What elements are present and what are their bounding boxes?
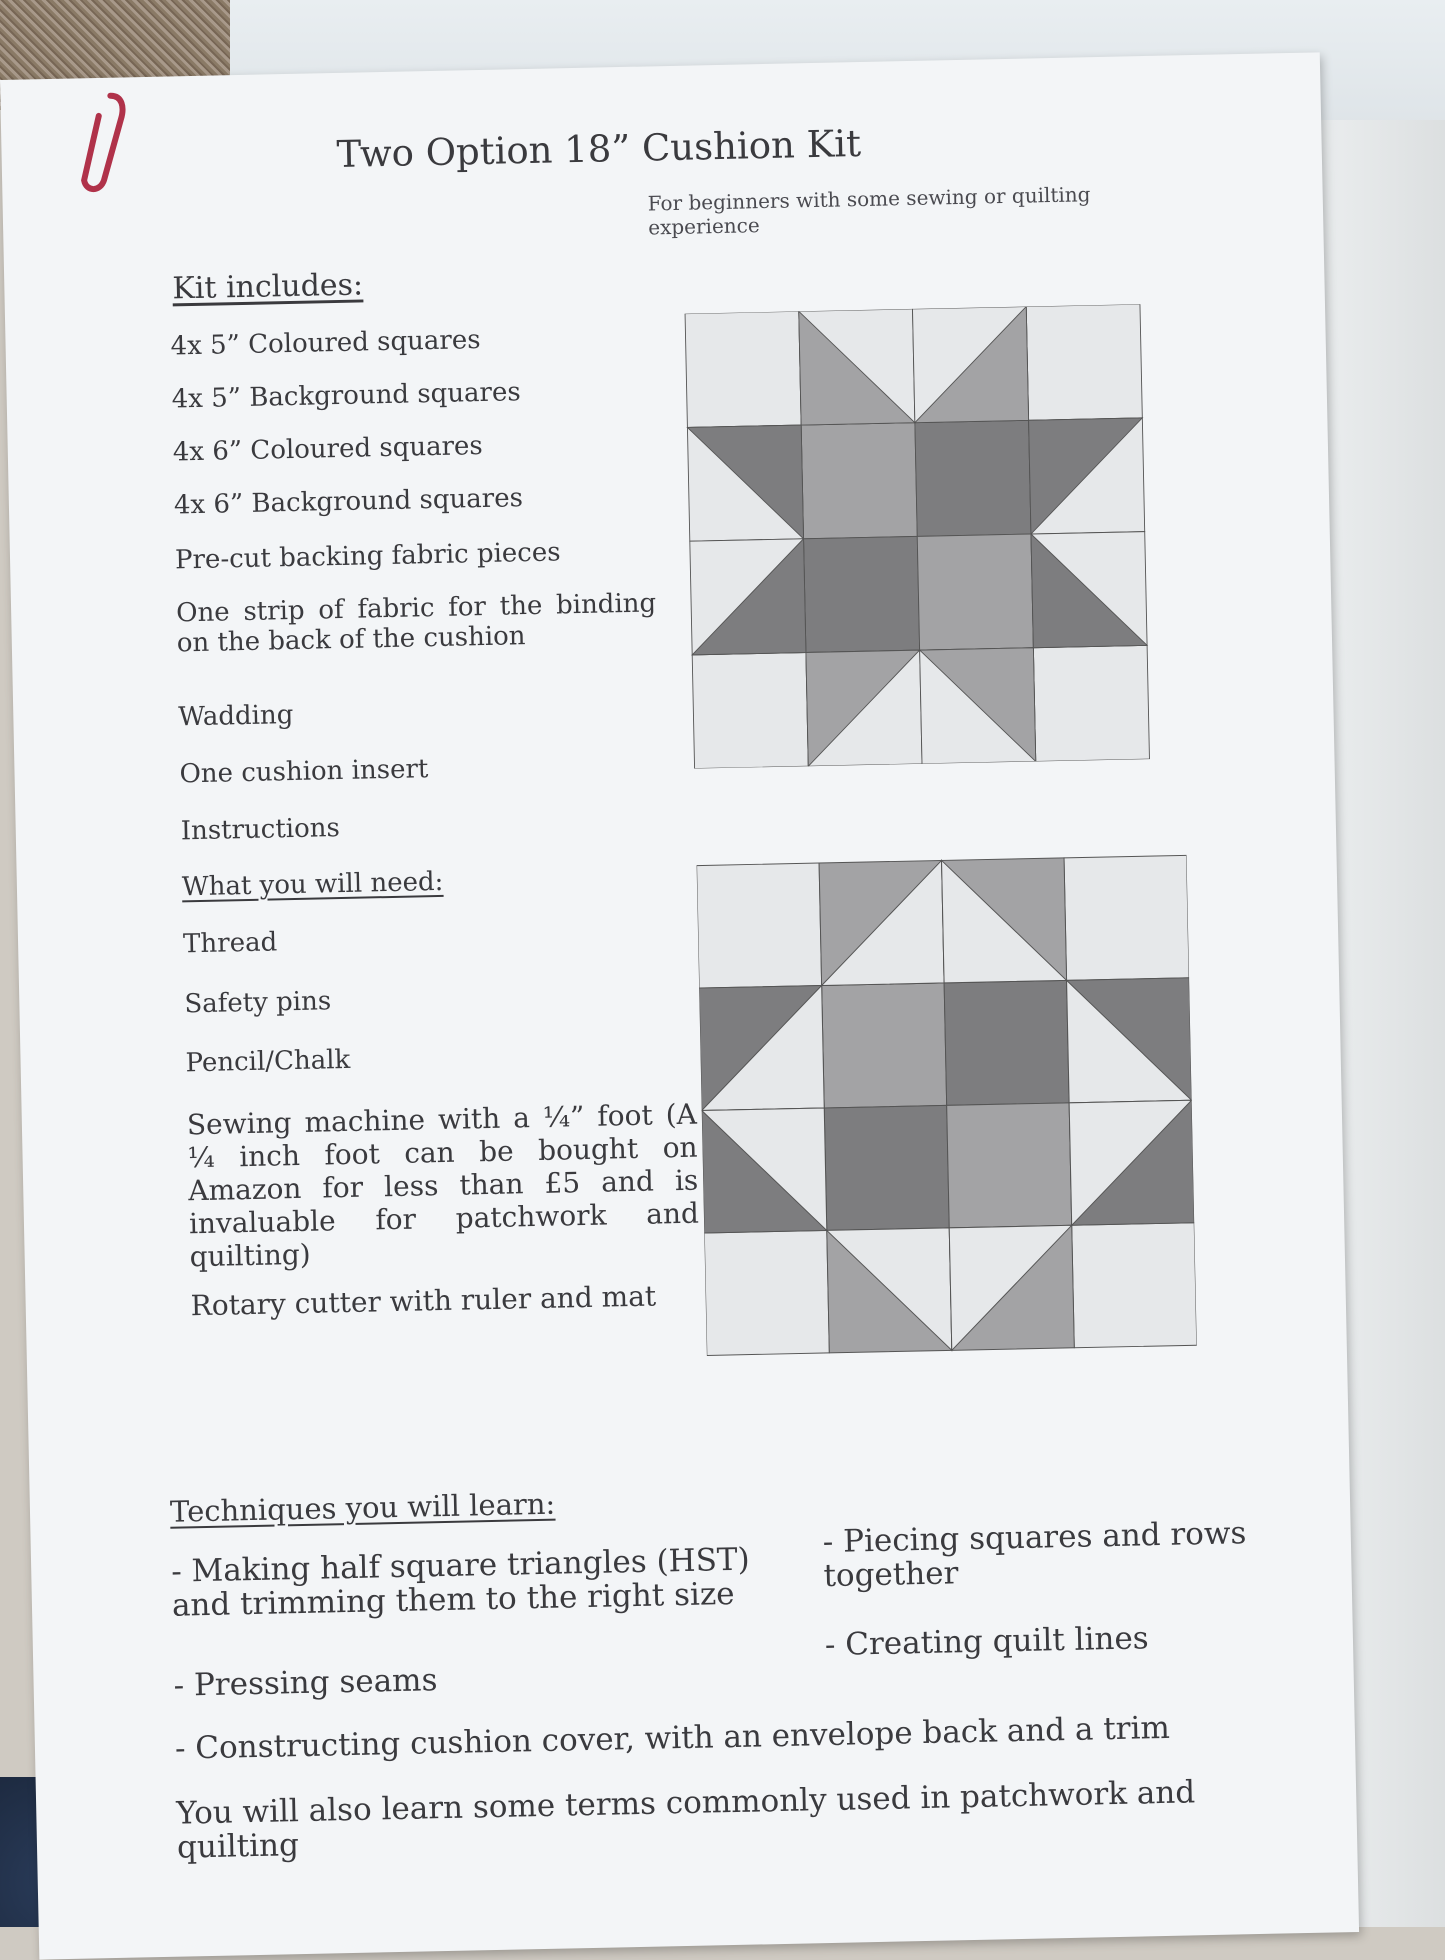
techniques-heading: Techniques you will learn: [169, 1486, 556, 1529]
kit-heading: Kit includes: [172, 267, 364, 307]
kit-item: 4x 5” Background squares [171, 377, 521, 415]
need-item: Sewing machine with a ¼” foot (A ¼ inch foot can be bought on Amazon for less than £5 and is invaluable for patchwork and quilting) [186, 1097, 700, 1274]
technique-item: - Creating quilt lines [824, 1620, 1149, 1664]
page-title: Two Option 18” Cushion Kit [336, 121, 862, 176]
need-item: Rotary cutter with ruler and mat [190, 1279, 657, 1323]
kit-item: 4x 6” Coloured squares [172, 430, 484, 468]
need-item: Safety pins [184, 986, 332, 1020]
star-quilt-block [670, 304, 1164, 769]
kit-item: 4x 6” Background squares [173, 483, 524, 521]
technique-item: - Pressing seams [173, 1662, 438, 1704]
need-item: Thread [182, 927, 278, 960]
kit-item: Pre-cut backing fabric pieces [174, 537, 561, 576]
instruction-sheet [0, 52, 1359, 1959]
block-grid [685, 304, 1149, 768]
block-grid [697, 855, 1197, 1355]
kit-item: One cushion insert [179, 754, 429, 790]
diamond-quilt-block [696, 840, 1197, 1370]
technique-item: - Constructing cushion cover, with an envelope back and a trim [174, 1709, 1171, 1767]
need-item: Pencil/Chalk [185, 1044, 351, 1079]
kit-item: Wadding [178, 699, 294, 733]
kit-item: 4x 5” Coloured squares [170, 324, 481, 362]
paperclip-icon [70, 87, 132, 198]
technique-item: - Piecing squares and rows together [822, 1515, 1247, 1595]
kit-item: Instructions [180, 813, 341, 847]
kit-item: One strip of fabric for the binding on the back of the cushion [175, 588, 657, 659]
technique-item: - Making half square triangles (HST) and trimming them to the right size [170, 1541, 750, 1624]
subtitle: For beginners with some sewing or quilting experience [647, 182, 1091, 240]
closing-text: You will also learn some terms commonly used in patchwork and quilting [175, 1774, 1196, 1866]
need-heading: What you will need: [181, 866, 444, 903]
